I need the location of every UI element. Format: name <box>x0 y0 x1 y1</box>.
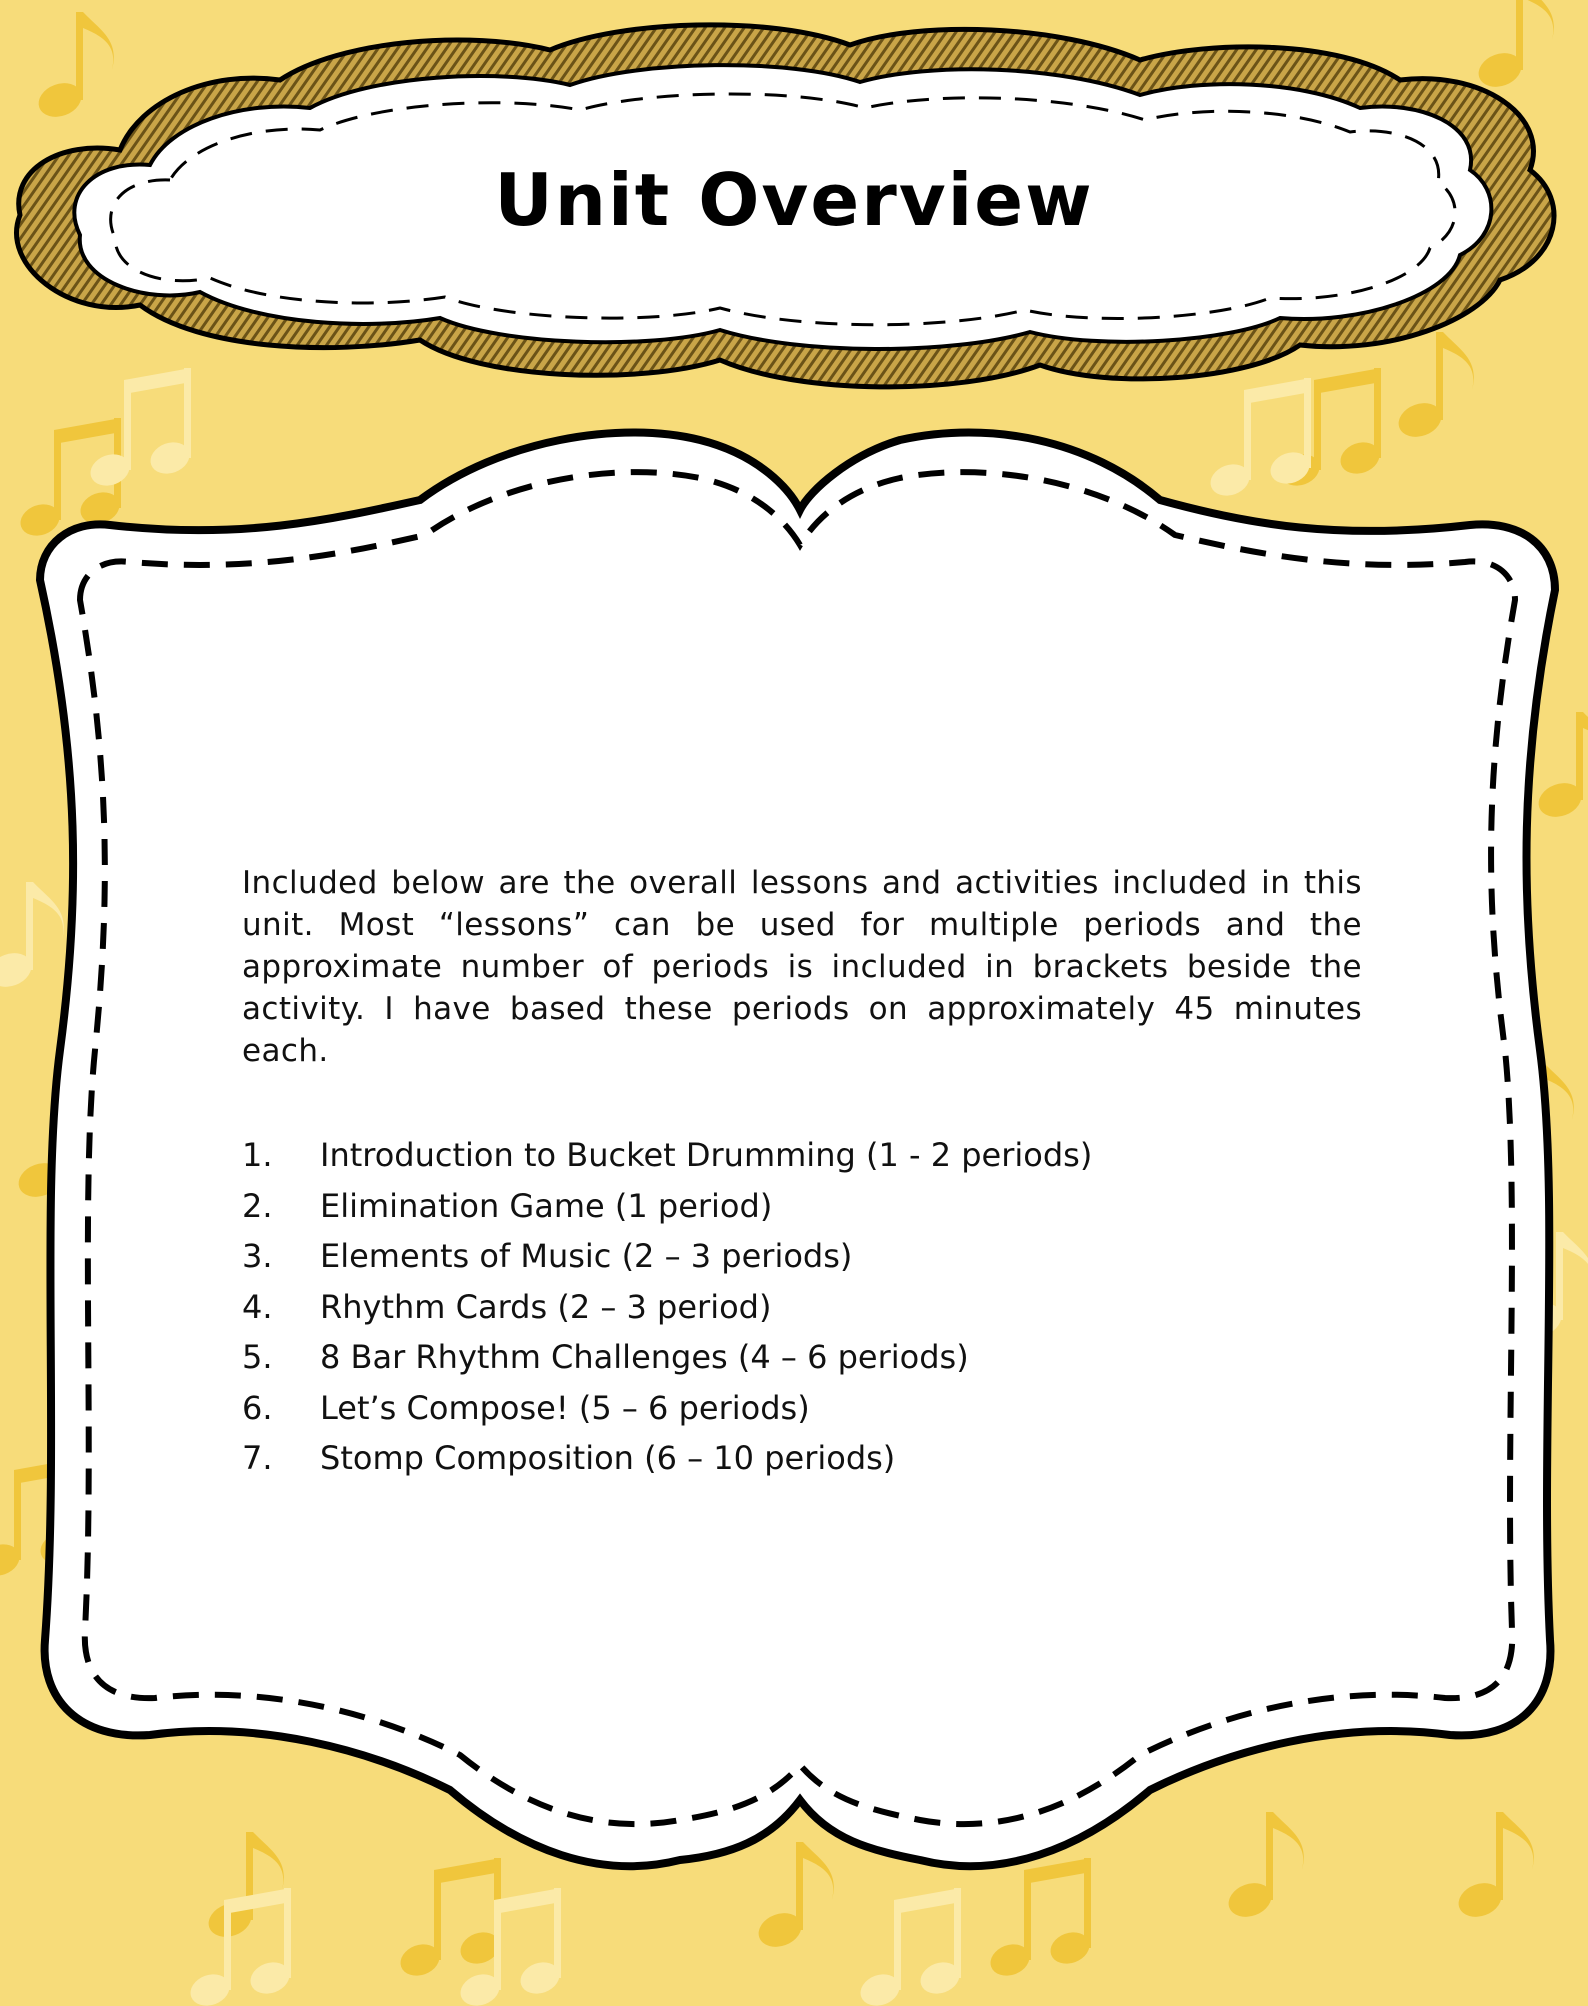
list-item <box>242 1231 1092 1282</box>
list-item-text: Stomp Composition (6 – 10 periods) <box>320 1439 896 1477</box>
list-item-number: 3. <box>242 1237 273 1275</box>
list-item <box>242 1282 1092 1333</box>
list-item-text: Introduction to Bucket Drumming (1 - 2 periods) <box>320 1136 1093 1174</box>
list-item <box>242 1130 1092 1181</box>
lesson-list <box>242 1130 1092 1484</box>
list-item-number: 4. <box>242 1287 273 1326</box>
list-item-text: 8 Bar Rhythm Challenges (4 – 6 periods) <box>320 1338 969 1376</box>
page-title: Unit Overview <box>494 158 1094 242</box>
list-item <box>242 1383 1092 1434</box>
intro-paragraph: Included below are the overall lessons and activities included in this unit. Most “lessons” can be used for multiple periods and the approximate number of periods is included in brackets beside the activity. I have based these periods on approximately 45 minutes each. <box>242 865 1362 1069</box>
list-item-number: 1. <box>242 1136 273 1174</box>
list-item-number: 7. <box>242 1439 273 1477</box>
list-item-number: 5. <box>242 1338 273 1376</box>
list-item <box>242 1181 1092 1232</box>
list-item-number: 2. <box>242 1186 273 1225</box>
list-item-text: Elements of Music (2 – 3 periods) <box>320 1237 853 1275</box>
list-item-text: Rhythm Cards (2 – 3 period) <box>320 1287 772 1326</box>
list-item <box>242 1433 1092 1484</box>
list-item <box>242 1332 1092 1383</box>
list-item-text: Let’s Compose! (5 – 6 periods) <box>320 1388 810 1427</box>
list-item-number: 6. <box>242 1388 273 1427</box>
list-item-text: Elimination Game (1 period) <box>320 1186 773 1225</box>
